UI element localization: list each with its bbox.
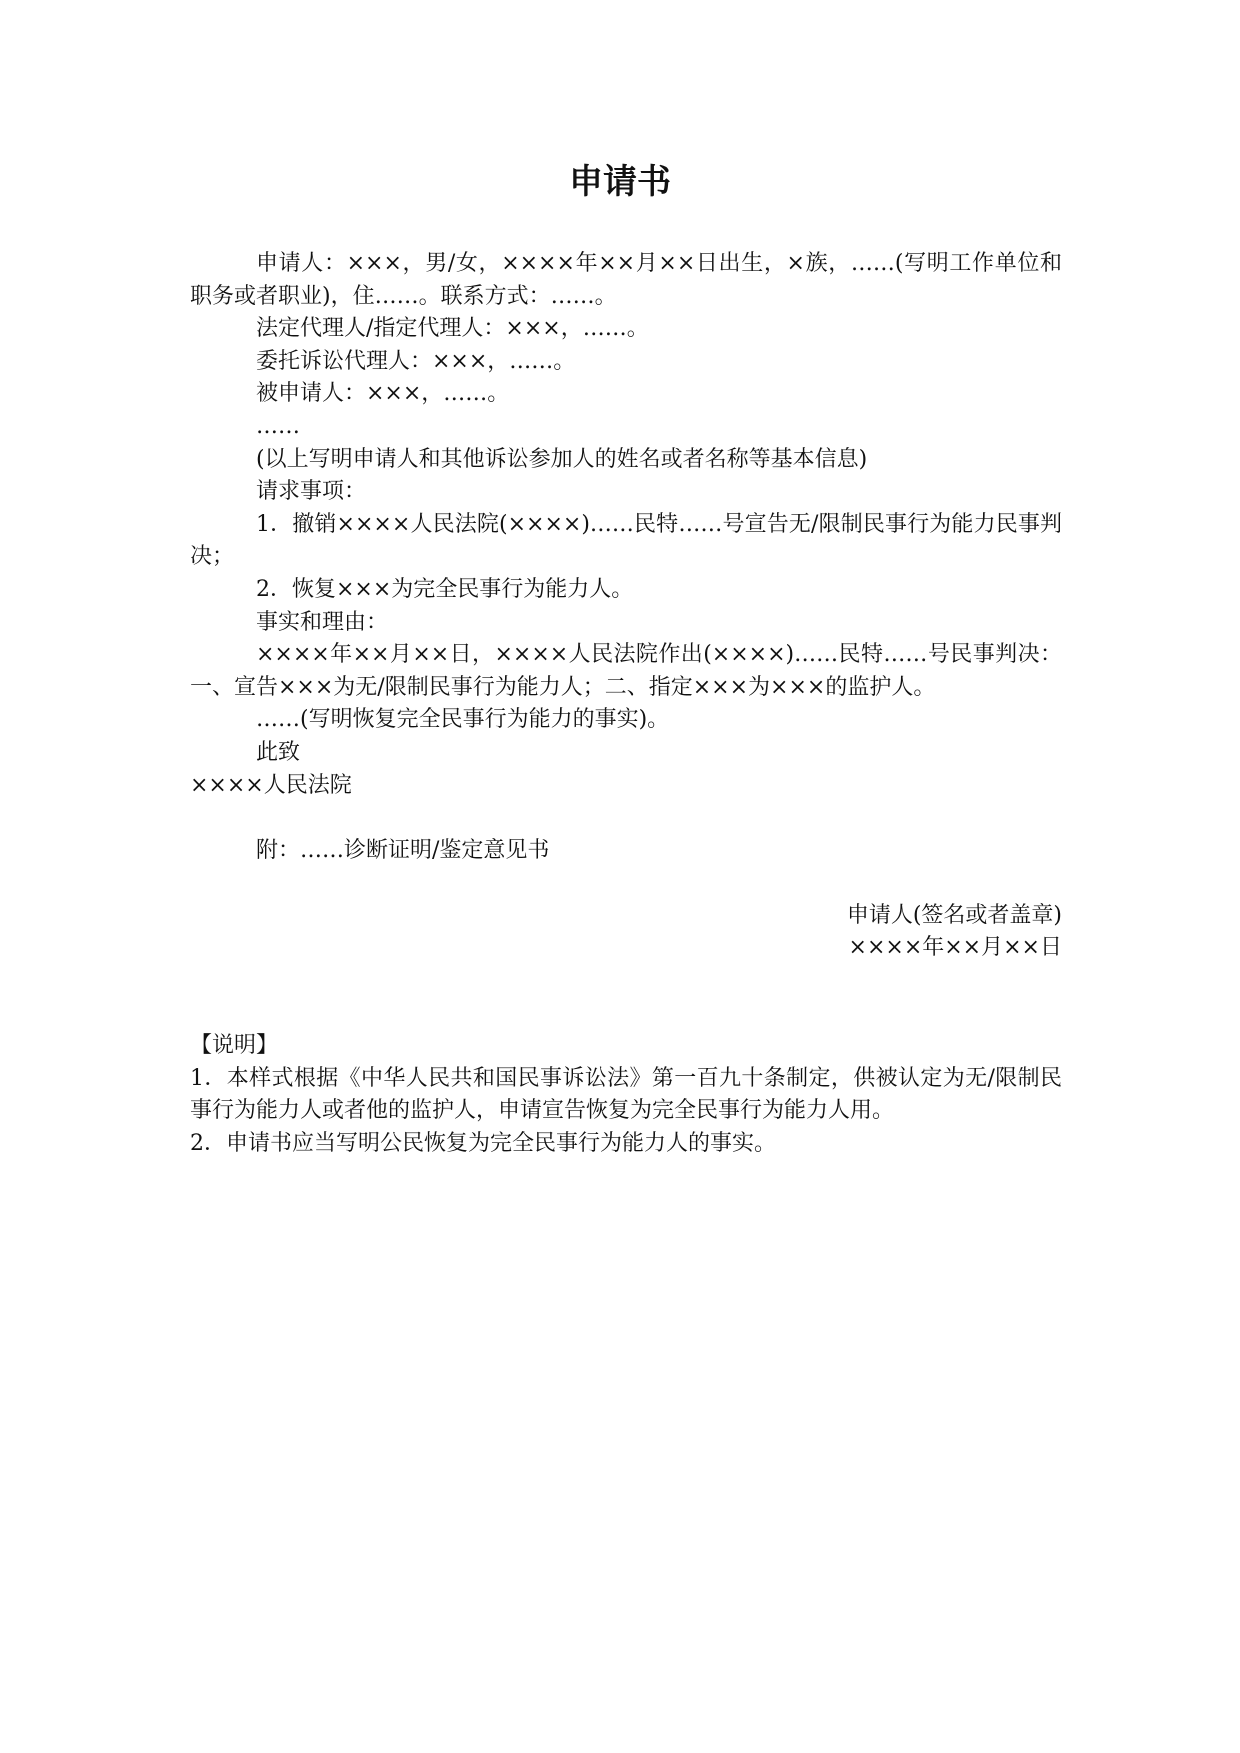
request-item-2: 2．恢复×××为完全民事行为能力人。 bbox=[256, 576, 634, 602]
date-line: ××××年××月××日 bbox=[848, 935, 1062, 961]
facts-paragraph-2: ……(写明恢复完全民事行为能力的事实)。 bbox=[256, 707, 670, 733]
ellipsis-line: …… bbox=[256, 413, 300, 439]
document-title: 申请书 bbox=[569, 162, 671, 202]
applicant-paragraph: 申请人：×××，男/女，××××年××月××日出生，×族，……(写明工作单位和职务或者职业)，住……。联系方式：……。 bbox=[190, 251, 1062, 309]
spacer bbox=[190, 802, 1062, 835]
note-item-2: 2．申请书应当写明公民恢复为完全民事行为能力人的事实。 bbox=[190, 1130, 776, 1156]
entrusted-agent-paragraph: 委托诉讼代理人：×××，……。 bbox=[256, 348, 576, 374]
legal-agent-paragraph: 法定代理人/指定代理人：×××，……。 bbox=[256, 316, 649, 342]
note-item-1: 1．本样式根据《中华人民共和国民事诉讼法》第一百九十条制定，供被认定为无/限制民事行为能力人或者他的监护人，申请宣告恢复为完全民事行为能力人用。 bbox=[190, 1065, 1062, 1124]
notes-heading: 【说明】 bbox=[190, 1033, 279, 1058]
court-name: ××××人民法院 bbox=[190, 772, 352, 798]
signature-line: 申请人(签名或者盖章) bbox=[846, 902, 1062, 928]
salutation: 此致 bbox=[256, 739, 301, 765]
document-body bbox=[190, 248, 1062, 965]
request-item-1: 1．撤销××××人民法院(××××)……民特……号宣告无/限制民事行为能力民事判决； bbox=[190, 511, 1062, 570]
attachment-line: 附：……诊断证明/鉴定意见书 bbox=[256, 837, 550, 863]
info-note-paragraph: (以上写明申请人和其他诉讼参加人的姓名或者名称等基本信息) bbox=[256, 446, 868, 472]
request-heading: 请求事项： bbox=[256, 479, 367, 505]
facts-paragraph-1: ××××年××月××日，××××人民法院作出(××××)……民特……号民事判决：一、宣告×××为无/限制民事行为能力人；二、指定×××为×××的监护人。 bbox=[190, 642, 1062, 700]
notes-section bbox=[190, 1030, 1062, 1160]
facts-heading: 事实和理由： bbox=[256, 609, 389, 635]
respondent-paragraph: 被申请人：×××，……。 bbox=[256, 381, 510, 407]
spacer bbox=[190, 867, 1062, 900]
